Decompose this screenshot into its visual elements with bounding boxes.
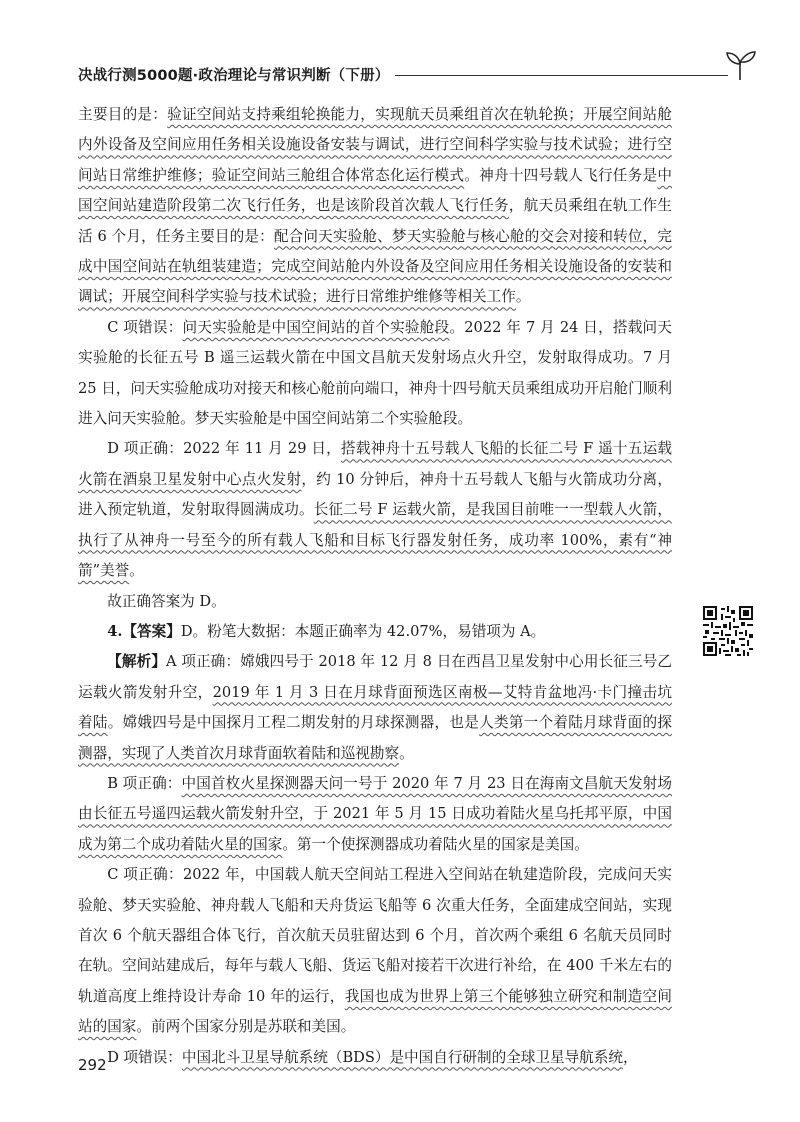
- paragraph: [78, 617, 672, 647]
- underlined-text: 2019 年 1 月 3 日在月球背面预选区南极—艾特肯盆地冯·卡门撞击坑着陆: [78, 683, 672, 732]
- bold-label: 【解析】: [107, 653, 167, 671]
- qr-code-icon[interactable]: [703, 606, 753, 656]
- underlined-text: 验证空间站支持乘组轮换能力，实现航天员乘组首次在轨轮换；开展空间站舱内外设备及空间应用任务相关设施设备安装与调试，进行空间科学实验与技术试验；进行空间站日常维护维修；验证空间站三舱组合体常态化运行模式: [78, 106, 672, 184]
- paragraph: [78, 587, 672, 617]
- page-header: [78, 62, 728, 86]
- text-segment: D 项正确：2022 年 11 月 29 日，: [107, 440, 342, 458]
- paragraph: [78, 1043, 672, 1073]
- underlined-text: 配合问天实验舱、梦天实验舱与核心舱的交会对接和转位，完成中国空间站在轨组装建造；完成空间站舱内外设备及空间应用任务相关设施设备的安装和调试；开展空间科学实验与技术试验；进行日常维护维修等相关工作: [78, 227, 672, 306]
- page-number: 292: [78, 1056, 107, 1074]
- text-segment: 主要目的是：: [78, 106, 168, 123]
- text-segment: 故正确答案为 D。: [107, 592, 226, 610]
- header-rule: [395, 75, 728, 76]
- underlined-text: 中国空间站建造阶段第二次飞行任务，也是该阶段首次载人飞行任务: [78, 166, 672, 215]
- text-segment: C 项错误：: [107, 318, 183, 336]
- text-segment: A 项正确：嫦娥四号于 2018 年 12 月 8 日在西昌卫星发射中心用长征三号乙运载火箭发射升空，: [78, 653, 672, 701]
- text-segment: 。2022 年 7 月 24 日，搭载问天实验舱的长征五号 B 遥三运载火箭在中国文昌航天发射场点火升空，发射取得成功。7 月 25 日，问天实验舱成功对接天和核心舱前向端口，神舟十四号航天员乘组成功开启舱门顺利进入问天实验舱。梦天实验舱是中国空间站第二个实验舱段。: [78, 318, 672, 428]
- text-segment: ，航天员乘组在轨工作生活 6 个月，任务主要目的是：: [78, 197, 672, 245]
- paragraph: [78, 313, 672, 435]
- text-segment: 。: [399, 744, 414, 762]
- text-segment: 。前两个国家分别是苏联和美国。: [136, 1018, 356, 1036]
- paragraph: [78, 100, 672, 313]
- underlined-text: 我国也成为世界上第三个能够独立研究和制造空间站的国家: [78, 987, 672, 1036]
- bold-label: 4.【答案】: [107, 622, 181, 640]
- paragraph: [78, 860, 672, 1042]
- article-body: [78, 100, 672, 1073]
- text-segment: 。第一个使探测器成功着陆火星的国家是美国。: [282, 835, 589, 853]
- underlined-text: 中国北斗卫星导航系统（BDS）是中国自行研制的全球卫星导航系统: [181, 1048, 623, 1066]
- underlined-text: 长征二号 F 运载火箭，是我国目前唯一一型载人火箭，执行了从神舟一号至今的所有载人飞船和目标飞行器发射任务，成功率 100%，素有“神箭”美誉: [78, 501, 672, 580]
- text-segment: ，约 10 分钟后，神舟十五号载人飞船与火箭成功分离，进入预定轨道，发射取得圆满成功。: [78, 470, 672, 519]
- text-segment: D。粉笔大数据：本题正确率为 42.07%，易错项为 A。: [180, 622, 546, 640]
- paragraph: [78, 647, 672, 769]
- underlined-text: 问天实验舱是中国空间站的首个实验舱段: [182, 318, 450, 336]
- underlined-text: 搭载神舟十五号载人飞船的长征二号 F 遥十五运载火箭在酒泉卫星发射中心点火发射: [78, 440, 672, 488]
- underlined-text: 人类第一个着陆月球背面的探测器，实现了人类首次月球背面软着陆和巡视勘察: [78, 714, 672, 762]
- paragraph: [78, 434, 672, 586]
- text-segment: 。神舟十四号载人飞行任务是: [464, 166, 658, 184]
- paragraph: [78, 769, 672, 860]
- header-title: 决战行测5000题·政治理论与常识判断（下册）: [78, 67, 390, 84]
- text-segment: D 项错误：: [107, 1048, 182, 1066]
- text-segment: 。: [515, 288, 531, 306]
- text-segment: C 项正确：2022 年，中国载人航天空间站工程进入空间站在轨建造阶段，完成问天实验舱、梦天实验舱、神舟载人飞船和天舟货运飞船等 6 次重大任务，全面建成空间站，实现首次 6 个航天器组合体飞行，首次航天员驻留达到 6 个月，首次两个乘组 6 名航天员同时在轨。空间站建成后，每年与载人飞船、货运飞船对接若干次进行补给，在 400 千米左右的轨道高度上维持设计寿命 10 年的运行，: [78, 866, 672, 1005]
- text-segment: 。嫦娥四号是中国探月工程二期发射的月球探测器，也是: [107, 714, 480, 732]
- sprout-icon: [722, 48, 758, 82]
- text-segment: 。: [129, 562, 144, 580]
- text-segment: ，: [622, 1048, 638, 1066]
- text-segment: B 项正确：: [107, 774, 182, 792]
- underlined-text: 中国首枚火星探测器天问一号于 2020 年 7 月 23 日在海南文昌航天发射场由长征五号遥四运载火箭发射升空，于 2021 年 5 月 15 日成功着陆火星乌托邦平原，中国成为第二个成功着陆火星的国家: [78, 774, 672, 853]
